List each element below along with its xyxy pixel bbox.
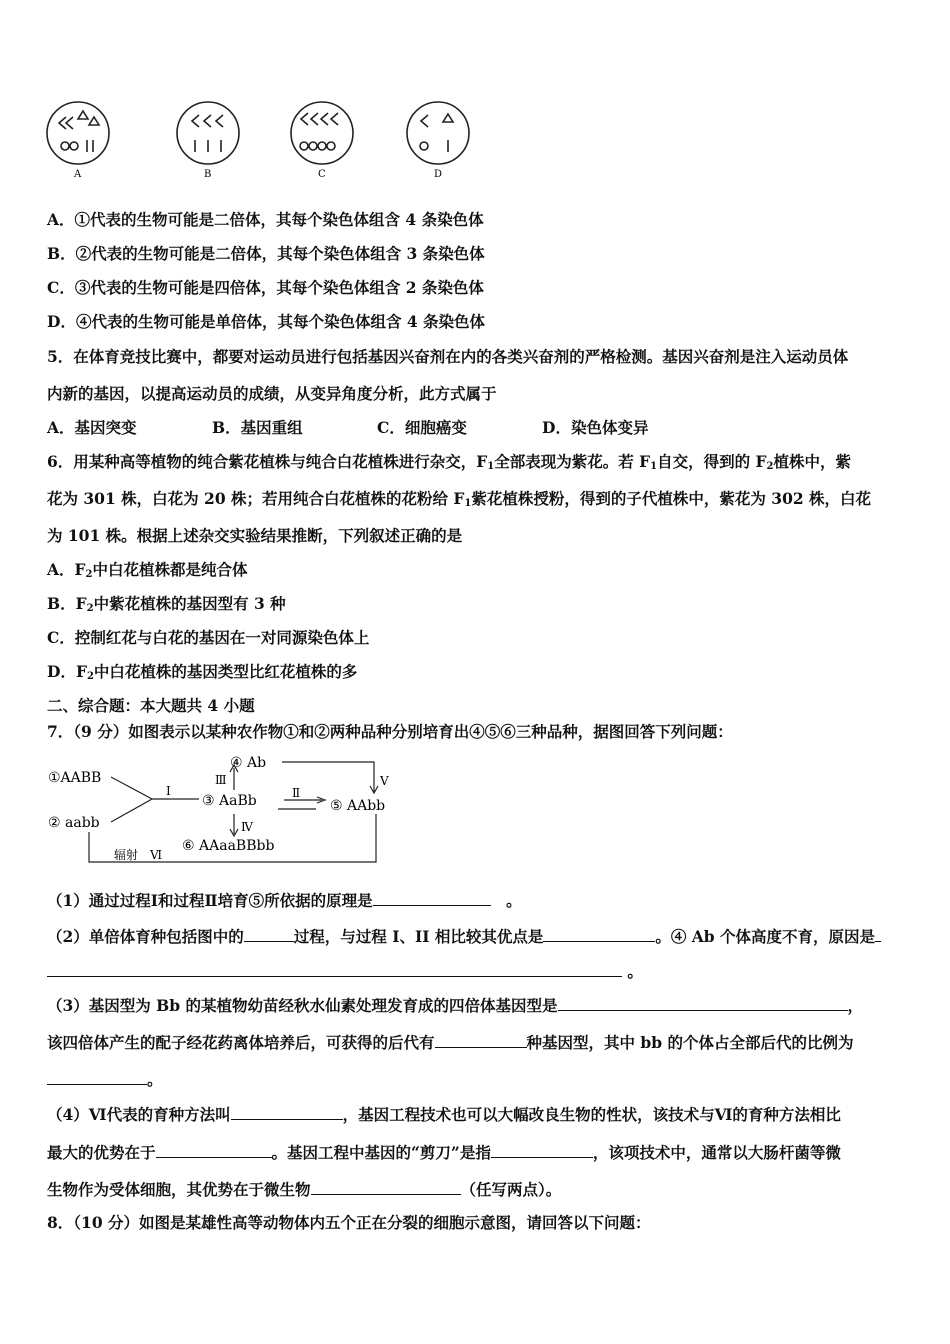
q5-option-d: D．染色体变异 — [542, 418, 649, 437]
q7-sub3-line2: 该四倍体产生的配子经花药离体培养后，可获得的后代有 种基因型，其中 bb 的个体占全部后代的比例为 — [47, 1033, 854, 1052]
cell-d-circle — [407, 102, 469, 164]
node-5: ⑤ AAbb — [330, 798, 386, 814]
q7-sub4-line3: 生物作为受体细胞，其优势在于微生物 （任写两点）。 — [47, 1180, 562, 1199]
cell-d-label: D — [434, 169, 443, 180]
q5-stem-line2: 内新的基因，以提高运动员的成绩，从变异角度分析，此方式属于 — [47, 384, 497, 403]
cell-a-label: A — [74, 169, 82, 180]
answer-blank[interactable] — [875, 925, 881, 942]
process-2: Ⅱ — [292, 786, 301, 800]
node-6: ⑥ AAaaBBbb — [182, 838, 275, 854]
answer-blank[interactable] — [47, 1068, 147, 1085]
q4-option-b: B．②代表的生物可能是二倍体，其每个染色体组含 3 条染色体 — [47, 244, 485, 263]
answer-blank[interactable] — [558, 994, 848, 1011]
q4-option-d: D．④代表的生物可能是单倍体，其每个染色体组含 4 条染色体 — [47, 312, 486, 331]
q5-option-a: A．基因突变 — [47, 418, 137, 437]
q6-stem-line3: 为 101 株。根据上述杂交实验结果推断，下列叙述正确的是 — [47, 526, 463, 545]
q7-sub3: （3）基因型为 Bb 的某植物幼苗经秋水仙素处理发育成的四倍体基因型是 ， — [47, 996, 864, 1015]
q4-option-c: C．③代表的生物可能是四倍体，其每个染色体组含 2 条染色体 — [47, 278, 484, 297]
node-1: ①AABB — [48, 770, 102, 786]
process-4: Ⅳ — [241, 820, 253, 834]
q5-stem-line1: 5．在体育竞技比赛中，都要对运动员进行包括基因兴奋剂在内的各类兴奋剂的严格检测。基因兴奋剂是注入运动员体 — [47, 347, 849, 366]
answer-blank[interactable] — [156, 1141, 272, 1158]
process-6: 辐射 Ⅵ — [114, 848, 163, 862]
process-5: Ⅴ — [380, 774, 389, 788]
chromosome-set-figure — [35, 95, 495, 185]
q7-sub1: （1）通过过程Ⅰ和过程Ⅱ培育⑤所依据的原理是 。 — [47, 891, 522, 910]
node-2: ② aabb — [48, 815, 100, 831]
cell-b-circle — [177, 102, 239, 164]
q7-sub3-line3: 。 — [47, 1068, 163, 1091]
q7-sub4-line2: 最大的优势在于 。基因工程中基因的“剪刀”是指 ，该项技术中，通常以大肠杆菌等微 — [47, 1143, 841, 1162]
answer-blank[interactable] — [47, 960, 622, 977]
cell-c-circle — [291, 102, 353, 164]
q6-stem-line2: 花为 301 株，白花为 20 株；若用纯合白花植株的花粉给 $F_1$紫花植株授粉，得到的子代植株中，紫花为 302 株，白花 — [47, 489, 872, 509]
q6-option-b: B．$F_2$中紫花植株的基因型有 3 种 — [47, 594, 286, 614]
q5-option-c: C．细胞癌变 — [377, 418, 467, 437]
q4-option-a: A．①代表的生物可能是二倍体，其每个染色体组含 4 条染色体 — [47, 210, 484, 229]
answer-blank[interactable] — [373, 889, 491, 906]
process-3: Ⅲ — [215, 773, 227, 787]
q8-stem: 8．（10 分）如图是某雄性高等动物体内五个正在分裂的细胞示意图，请回答以下问题： — [47, 1213, 651, 1232]
cell-c-label: C — [318, 169, 326, 180]
answer-blank[interactable] — [244, 925, 294, 942]
q6-option-c: C．控制红花与白花的基因在一对同源染色体上 — [47, 628, 370, 647]
q7-stem: 7．（9 分）如图表示以某种农作物①和②两种品种分别培育出④⑤⑥三种品种，据图回答下列问题： — [47, 722, 733, 741]
node-3: ③ AaBb — [202, 793, 257, 809]
q7-sub2: （2）单倍体育种包括图中的 过程，与过程 I、II 相比较其优点是 。④ Ab 个体高度不育，原因是 — [47, 925, 881, 948]
cell-a-circle — [47, 102, 109, 164]
q6-option-a: A．$F_2$中白花植株都是纯合体 — [47, 560, 248, 580]
answer-blank[interactable] — [231, 1103, 343, 1120]
answer-blank[interactable] — [543, 925, 655, 942]
breeding-diagram — [44, 752, 404, 867]
q6-option-d: D．$F_2$中白花植株的基因类型比红花植株的多 — [47, 662, 358, 682]
q6-stem-line1: 6．用某种高等植物的纯合紫花植株与纯合白花植株进行杂交，$F_1$全部表现为紫花。若 $F_1$自交，得到的 $F_2$植株中，紫 — [47, 452, 852, 472]
cell-b-label: B — [204, 169, 212, 180]
section-2-heading: 二、综合题：本大题共 4 小题 — [47, 696, 255, 715]
q5-option-b: B．基因重组 — [212, 418, 303, 437]
q7-sub4: （4）Ⅵ代表的育种方法叫 ，基因工程技术也可以大幅改良生物的性状，该技术与Ⅵ的育种方法相比 — [47, 1105, 841, 1124]
answer-blank[interactable] — [435, 1031, 527, 1048]
answer-blank[interactable] — [311, 1178, 461, 1195]
process-1: Ⅰ — [166, 784, 171, 798]
answer-blank[interactable] — [491, 1141, 593, 1158]
node-4: ④ Ab — [230, 755, 267, 771]
q7-sub2-cont: 。 — [47, 960, 643, 983]
